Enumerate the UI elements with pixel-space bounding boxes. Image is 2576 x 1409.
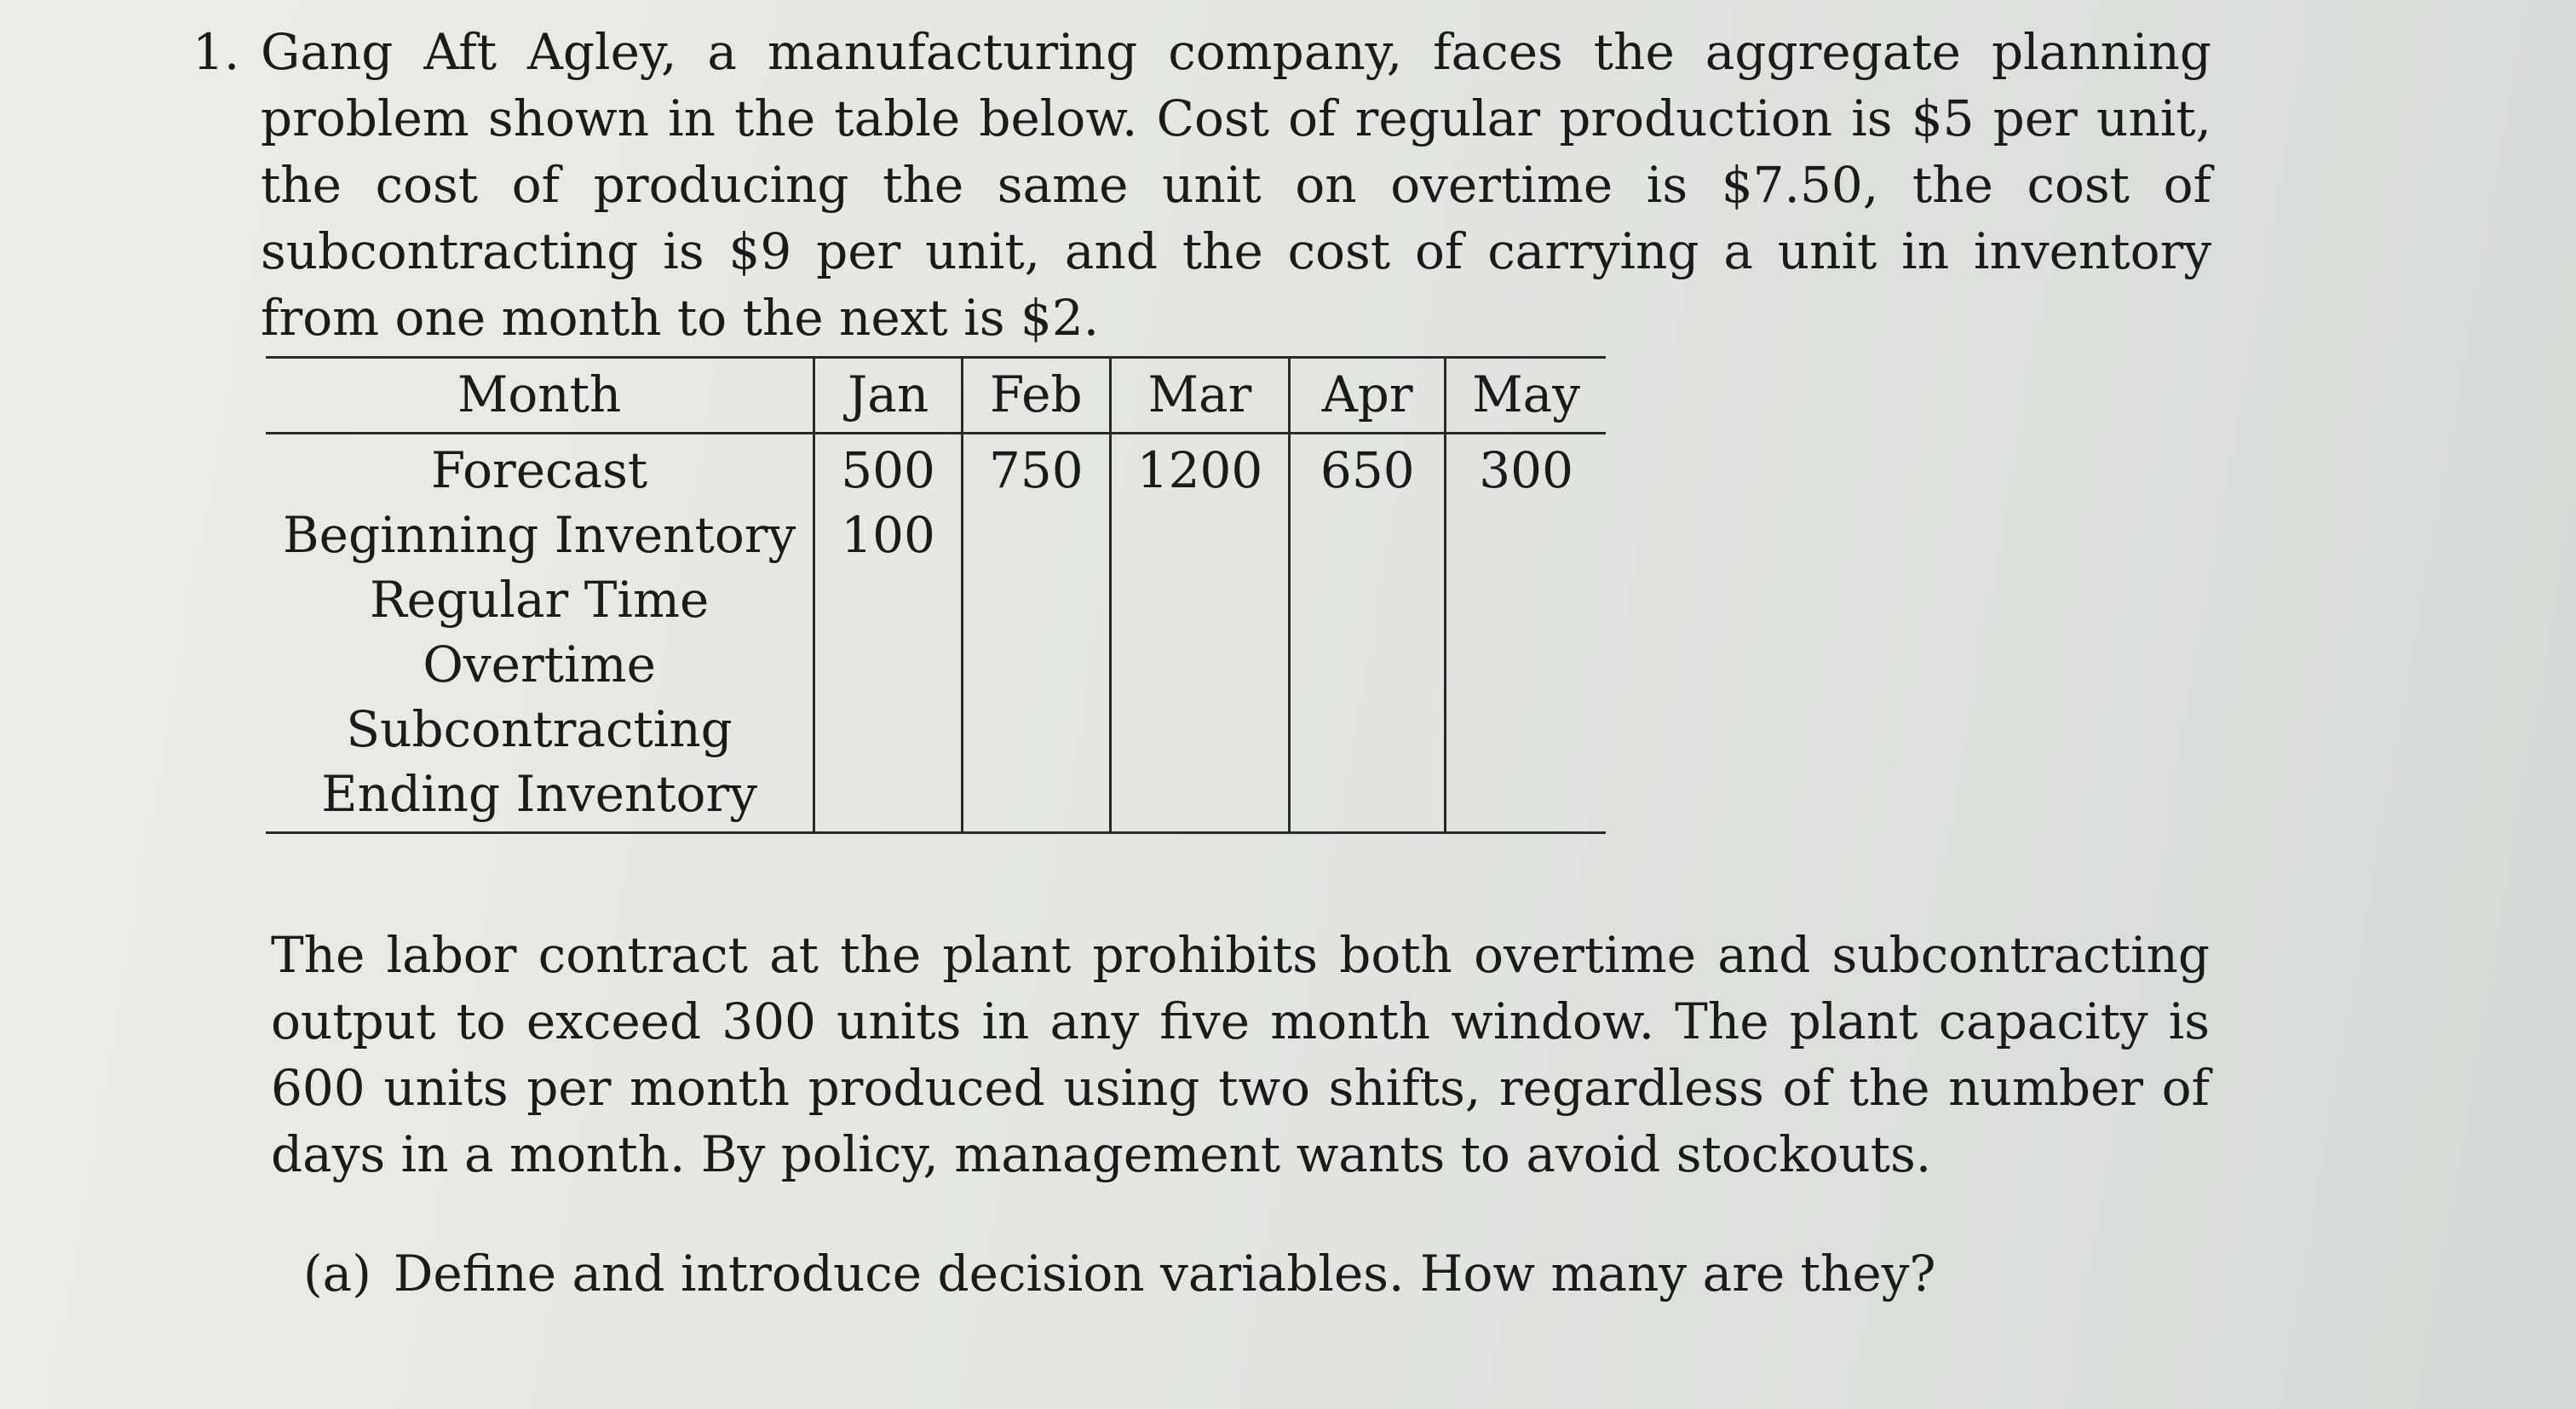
table-cell: 500 [814, 434, 963, 503]
row-label: Subcontracting [346, 700, 733, 758]
table-row-forecast [266, 434, 1606, 503]
table-cell [814, 762, 963, 833]
table-cell [1446, 503, 1606, 567]
problem-statement [193, 19, 2211, 351]
table-row-overtime [266, 632, 1606, 697]
month-feb: Feb [962, 358, 1110, 434]
table-header-row [266, 358, 1606, 434]
month-mar: Mar [1110, 358, 1290, 434]
table-cell [1446, 697, 1606, 762]
table-cell [1290, 503, 1446, 567]
table-cell [1290, 697, 1446, 762]
problem-number: 1. [193, 23, 240, 81]
table-cell [1446, 567, 1606, 632]
table-row-beginning-inventory [266, 503, 1606, 567]
table-cell [1110, 632, 1290, 697]
table-cell [1290, 762, 1446, 833]
table-cell [962, 503, 1110, 567]
table-cell [1290, 567, 1446, 632]
table-cell [1110, 762, 1290, 833]
table-cell [814, 697, 963, 762]
table-cell: 750 [962, 434, 1110, 503]
table-cell [1446, 762, 1606, 833]
table-cell [1290, 632, 1446, 697]
table-cell: 300 [1446, 434, 1606, 503]
table-cell [1446, 632, 1606, 697]
month-jan: Jan [814, 358, 963, 434]
aggregate-planning-table [266, 356, 1606, 834]
row-label: Overtime [423, 635, 656, 693]
table-cell [1110, 503, 1290, 567]
row-label: Forecast [431, 441, 648, 499]
table-cell [962, 762, 1110, 833]
month-header: Month [266, 358, 814, 434]
part-a-question [303, 1240, 2177, 1307]
table-cell [814, 567, 963, 632]
labor-contract-paragraph: The labor contract at the plant prohibits both overtime and subcontracting output to exceed 300 units in any five month window. The plant capacity is 600 units per month produced using two shifts, regardless of the number of days in a month. By policy, management wants to avoid stockouts. [271, 926, 2210, 1183]
table-cell [962, 697, 1110, 762]
row-label: Ending Inventory [321, 765, 757, 823]
problem-text: Gang Aft Agley, a manufacturing company, faces the aggregate planning problem shown in the table below. Cost of regular production is $5 per unit, the cost of producing the same unit on overtime is $7.50, the cost of subcontracting is $9 per unit, and the cost of carrying a unit in inventory from one month to the next is $2. [261, 23, 2211, 347]
table-cell [1110, 697, 1290, 762]
month-apr: Apr [1290, 358, 1446, 434]
table-cell: 1200 [1110, 434, 1290, 503]
table-cell [962, 632, 1110, 697]
table-cell [962, 567, 1110, 632]
table-cell [814, 632, 963, 697]
table-cell: 650 [1290, 434, 1446, 503]
table-row-ending-inventory [266, 762, 1606, 833]
table-row-subcontracting [266, 697, 1606, 762]
table-cell [1110, 567, 1290, 632]
table-row-regular-time [266, 567, 1606, 632]
row-label: Beginning Inventory [283, 506, 796, 564]
row-label: Regular Time [369, 571, 710, 629]
part-a-label: (a) [303, 1245, 371, 1303]
table-cell: 100 [814, 503, 963, 567]
month-may: May [1446, 358, 1606, 434]
part-a-text: Define and introduce decision variables. How many are they? [393, 1245, 1936, 1303]
